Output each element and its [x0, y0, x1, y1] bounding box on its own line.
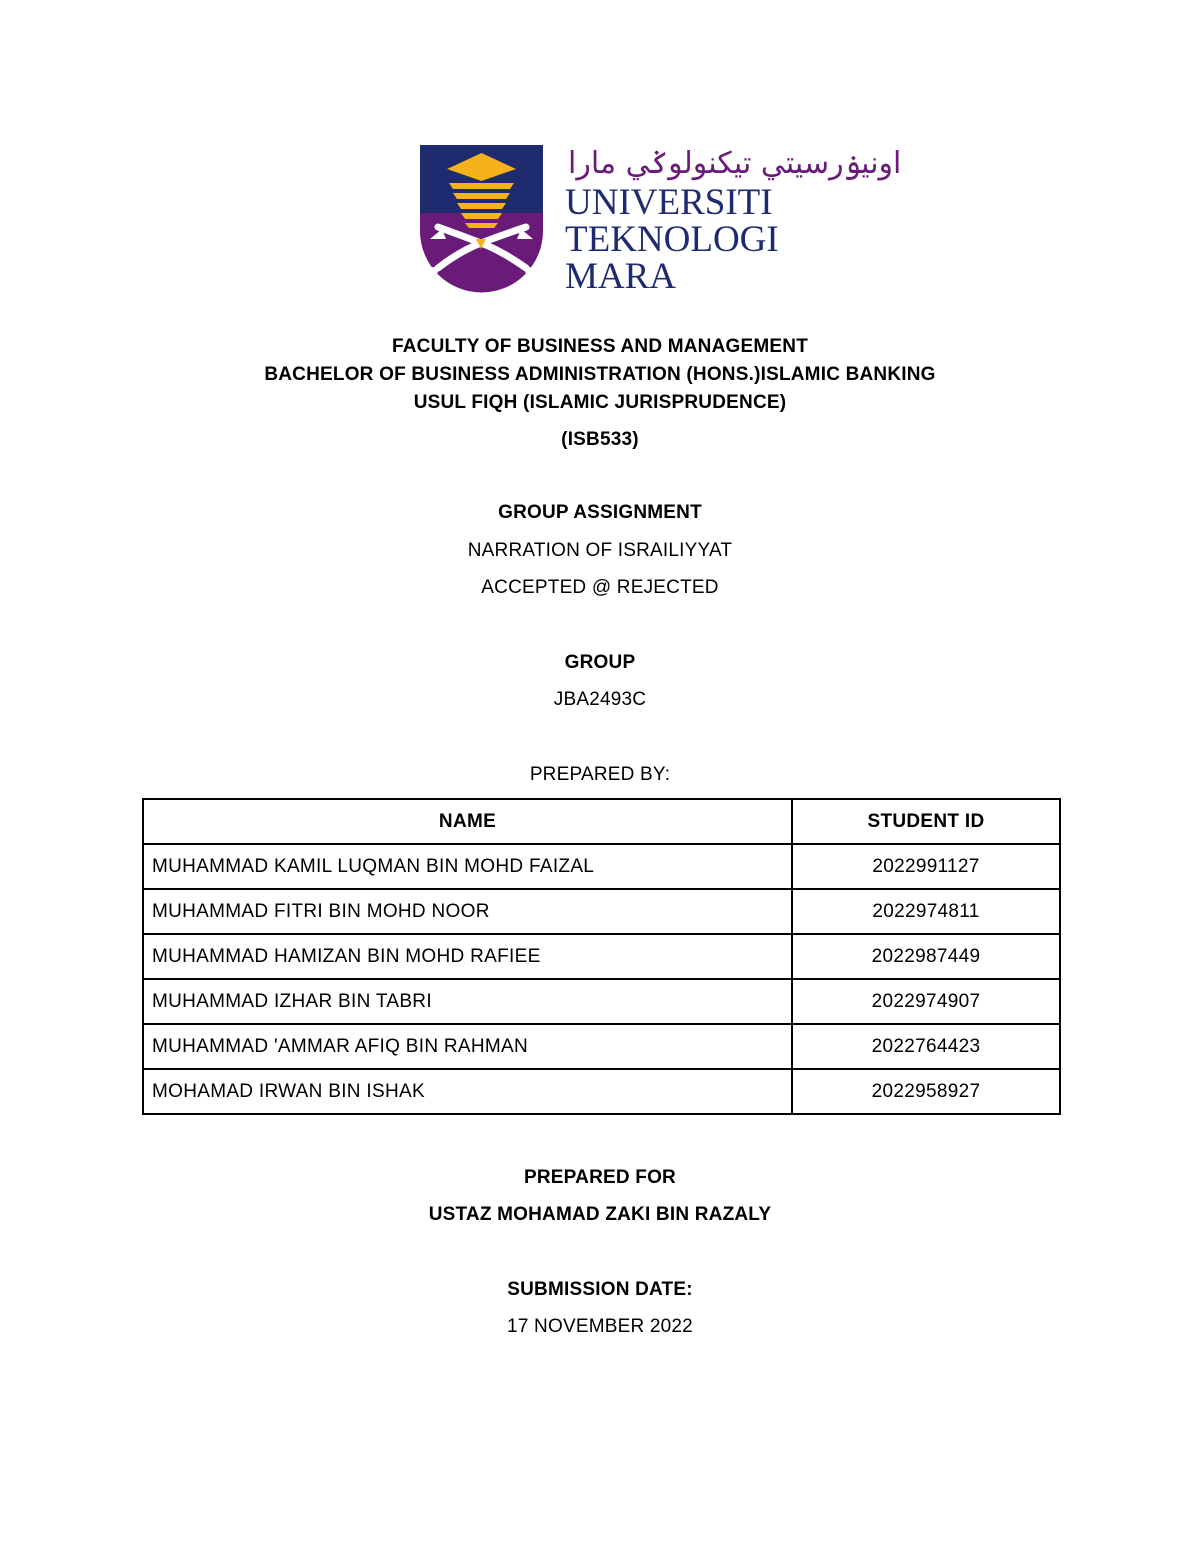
table-row — [143, 979, 1060, 1024]
member-name: MUHAMMAD 'AMMAR AFIQ BIN RAHMAN — [143, 1024, 792, 1069]
table-row — [143, 934, 1060, 979]
course-header — [0, 333, 1200, 417]
table-row — [143, 1069, 1060, 1114]
logo-line-mara: MARA — [565, 256, 677, 297]
lecturer-name: USTAZ MOHAMAD ZAKI BIN RAZALY — [428, 1204, 772, 1225]
assignment-title-line1: NARRATION OF ISRAILIYYAT — [467, 540, 733, 561]
submission-date-label: SUBMISSION DATE: — [507, 1279, 693, 1300]
assignment-label: GROUP ASSIGNMENT — [498, 502, 702, 523]
column-header-student-id: STUDENT ID — [792, 799, 1060, 844]
course-title: USUL FIQH (ISLAMIC JURISPRUDENCE) — [413, 392, 787, 413]
member-id: 2022958927 — [792, 1069, 1060, 1114]
member-name: MUHAMMAD HAMIZAN BIN MOHD RAFIEE — [143, 934, 792, 979]
submission-date: 17 NOVEMBER 2022 — [507, 1316, 693, 1337]
members-table — [142, 798, 1061, 1115]
course-code: (ISB533) — [561, 429, 639, 450]
member-name: MUHAMMAD IZHAR BIN TABRI — [143, 979, 792, 1024]
prepared-for-label: PREPARED FOR — [524, 1167, 676, 1188]
jawi-wordmark: اونيۏرسيتي تيكنولوݢي مارا — [568, 146, 902, 181]
prepared-by-label: PREPARED BY: — [529, 764, 671, 785]
member-name: MUHAMMAD FITRI BIN MOHD NOOR — [143, 889, 792, 934]
uitm-crest-icon — [420, 143, 902, 299]
member-name: MOHAMAD IRWAN BIN ISHAK — [143, 1069, 792, 1114]
member-name: MUHAMMAD KAMIL LUQMAN BIN MOHD FAIZAL — [143, 844, 792, 889]
column-header-name: NAME — [143, 799, 792, 844]
faculty-title: FACULTY OF BUSINESS AND MANAGEMENT — [391, 336, 808, 357]
logo-line-teknologi: TEKNOLOGI — [565, 219, 779, 260]
table-row — [143, 1024, 1060, 1069]
member-id: 2022974811 — [792, 889, 1060, 934]
group-value: JBA2493C — [553, 689, 647, 710]
table-row — [143, 844, 1060, 889]
member-id: 2022974907 — [792, 979, 1060, 1024]
table-header-row — [143, 799, 1060, 844]
university-logo — [420, 143, 902, 299]
program-title: BACHELOR OF BUSINESS ADMINISTRATION (HONS.)ISLAMIC BANKING — [264, 364, 936, 385]
group-label: GROUP — [564, 652, 636, 673]
member-id: 2022987449 — [792, 934, 1060, 979]
member-id: 2022764423 — [792, 1024, 1060, 1069]
table-row — [143, 889, 1060, 934]
member-id: 2022991127 — [792, 844, 1060, 889]
logo-line-universiti: UNIVERSITI — [565, 182, 773, 223]
assignment-title-line2: ACCEPTED @ REJECTED — [481, 577, 719, 598]
